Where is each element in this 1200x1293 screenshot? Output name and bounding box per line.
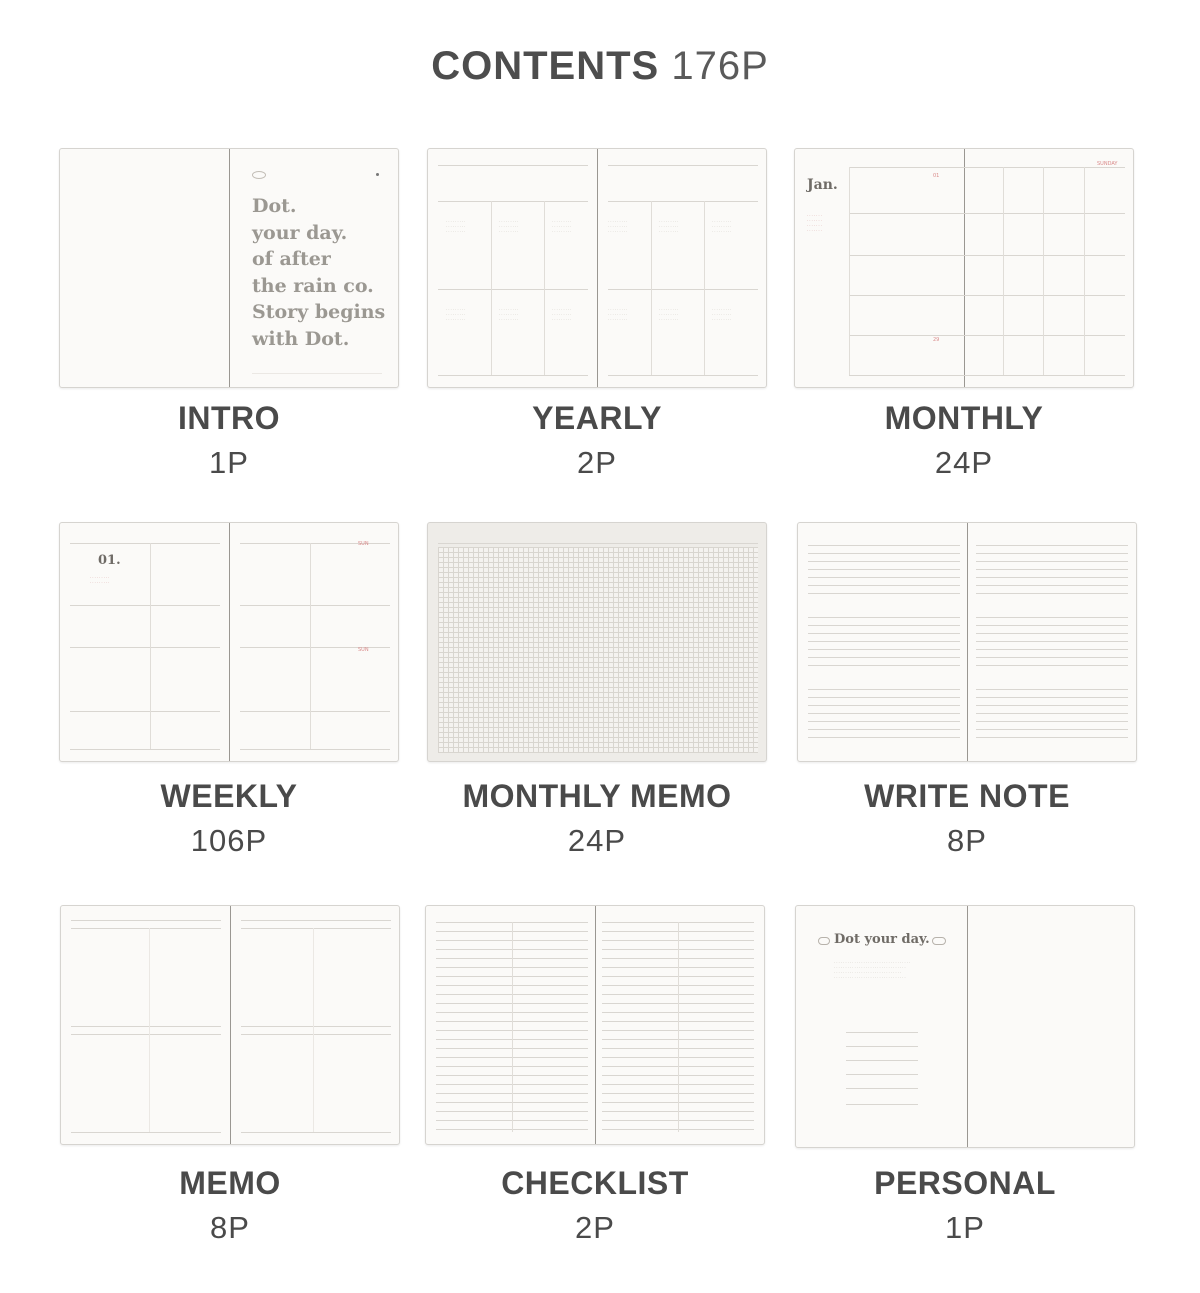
ruled-line	[808, 617, 960, 618]
ruled-line	[976, 689, 1128, 690]
ruled-line	[976, 729, 1128, 730]
ruled-line	[976, 641, 1128, 642]
ruled-line	[808, 705, 960, 706]
ruled-line	[808, 737, 960, 738]
section-memo	[60, 905, 400, 1245]
intro-thumbnail	[59, 148, 399, 388]
section-pages: 24P	[934, 445, 994, 480]
ruled-line	[976, 665, 1128, 666]
page-title-count: 176P	[671, 44, 769, 88]
ruled-line	[808, 625, 960, 626]
section-write-note	[797, 522, 1137, 858]
ruled-line	[808, 553, 960, 554]
ruled-line	[808, 689, 960, 690]
section-pages: 8P	[210, 1210, 250, 1245]
section-label	[797, 778, 1137, 859]
ruled-line	[808, 561, 960, 562]
ruled-line	[976, 545, 1128, 546]
memo-thumbnail	[60, 905, 400, 1145]
section-label	[427, 400, 767, 481]
ruled-line	[976, 569, 1128, 570]
ruled-line	[808, 585, 960, 586]
ruled-line	[976, 633, 1128, 634]
ruled-line	[976, 697, 1128, 698]
section-monthly	[794, 148, 1134, 480]
section-pages: 24P	[567, 823, 627, 858]
monthly-memo-thumbnail	[427, 522, 767, 762]
weekly-thumbnail: 01. ········· ········· SUN SUN	[59, 522, 399, 762]
ruled-line	[976, 721, 1128, 722]
page-title-main: CONTENTS	[431, 44, 660, 88]
ruled-line	[976, 705, 1128, 706]
section-checklist	[425, 905, 765, 1245]
section-pages: 2P	[577, 445, 617, 480]
section-pages: 8P	[947, 823, 987, 858]
section-personal	[795, 905, 1135, 1245]
section-label	[60, 1165, 400, 1246]
section-pages: 2P	[575, 1210, 615, 1245]
ruled-line	[808, 633, 960, 634]
ruled-line	[808, 729, 960, 730]
section-yearly	[427, 148, 767, 480]
ruled-line	[808, 593, 960, 594]
ruled-line	[976, 617, 1128, 618]
yearly-thumbnail: ········· ········· ········· ········· ········· ········· ········· ········· ········· ········· ········· ········· ········· ········· ········· ········· ········· ········· ········· ········· ········· ········· ········· ········· ········· ········· ········· ········· ········· ········· ········· ········· ········· ········· ········· ·········	[427, 148, 767, 388]
ruled-line	[976, 737, 1128, 738]
ruled-line	[808, 569, 960, 570]
checklist-thumbnail	[425, 905, 765, 1145]
ruled-line	[976, 561, 1128, 562]
section-label	[794, 400, 1134, 481]
section-label	[795, 1165, 1135, 1246]
ruled-line	[808, 697, 960, 698]
ruled-line	[808, 657, 960, 658]
section-label	[59, 778, 399, 859]
ruled-line	[808, 649, 960, 650]
ruled-line	[976, 657, 1128, 658]
section-label	[425, 1165, 765, 1246]
section-name: MONTHLY MEMO	[462, 778, 732, 814]
section-pages: 1P	[945, 1210, 985, 1245]
section-name: INTRO	[177, 400, 281, 436]
monthly-thumbnail: Jan. ······· ······· ······· ······· SUNDAY 01 29	[794, 148, 1134, 388]
section-intro	[59, 148, 399, 480]
section-name: PERSONAL	[874, 1165, 1056, 1201]
section-name: WRITE NOTE	[864, 778, 1070, 814]
page-title	[0, 44, 1200, 89]
logo-icon	[252, 171, 266, 179]
section-pages: 1P	[209, 445, 249, 480]
week-number: 01.	[98, 553, 121, 568]
section-monthly-memo	[427, 522, 767, 858]
section-label	[427, 778, 767, 859]
ruled-line	[976, 553, 1128, 554]
ruled-line	[808, 713, 960, 714]
write-note-thumbnail	[797, 522, 1137, 762]
section-name: MEMO	[179, 1165, 281, 1201]
personal-title: Dot your day.	[834, 932, 930, 947]
ruled-line	[976, 713, 1128, 714]
ruled-line	[976, 577, 1128, 578]
section-name: CHECKLIST	[501, 1165, 689, 1201]
section-name: MONTHLY	[884, 400, 1044, 436]
ruled-line	[976, 649, 1128, 650]
section-pages: 106P	[190, 823, 268, 858]
personal-thumbnail: Dot your day. ·································· ································ ······························ ································	[795, 905, 1135, 1148]
intro-slogan: Dot. your day. of after the rain co. Story begins with Dot.	[252, 195, 386, 350]
ruled-line	[976, 593, 1128, 594]
ruled-line	[976, 585, 1128, 586]
section-weekly	[59, 522, 399, 858]
ruled-line	[976, 625, 1128, 626]
section-name: YEARLY	[532, 400, 662, 436]
ruled-line	[808, 577, 960, 578]
ruled-line	[808, 641, 960, 642]
section-name: WEEKLY	[160, 778, 298, 814]
ruled-line	[808, 545, 960, 546]
month-title: Jan.	[807, 177, 838, 193]
ruled-line	[808, 665, 960, 666]
section-label	[59, 400, 399, 481]
ruled-line	[808, 721, 960, 722]
